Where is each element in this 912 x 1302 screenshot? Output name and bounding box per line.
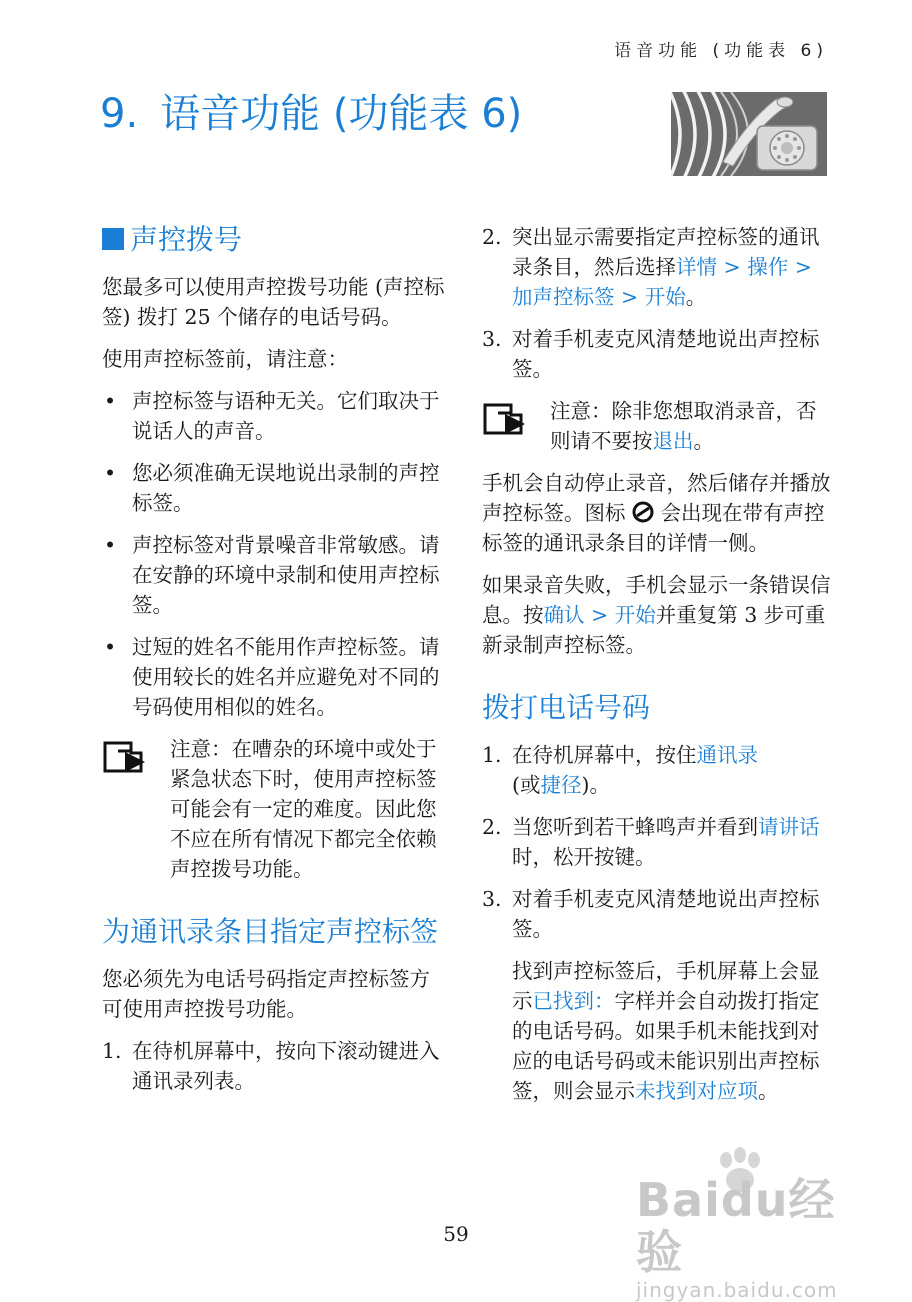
step-text: 突出显示需要指定声控标签的通讯录条目，然后选择 [512, 225, 820, 279]
screen-text-speak-now: 请讲话 [758, 815, 820, 839]
paragraph-text: 找到声控标签后，手机屏幕上会显示 [512, 959, 820, 1013]
note-block [102, 734, 450, 884]
list-item [102, 1036, 450, 1096]
section-heading-voice-dialing [102, 222, 450, 258]
step-text: 时，松开按键。 [512, 845, 656, 869]
menu-separator: > [584, 603, 615, 627]
list-item-text: 您必须准确无误地说出录制的声控标签。 [132, 461, 440, 515]
screen-text-no-match: 未找到对应项 [635, 1079, 758, 1103]
watermark-url: jingyan.baidu.com [636, 1278, 838, 1302]
punctuation: 。 [685, 285, 707, 309]
voice-tag-icon [632, 501, 654, 523]
note-icon [102, 740, 146, 774]
list-item-text: 声控标签与语种无关。它们取决于说话人的声音。 [132, 389, 440, 443]
note-text: 在嘈杂的环境中或处于紧急状态下时，使用声控标签可能会有一定的难度。因此您不应在所有情况下都完全依赖声控拨号功能。 [170, 737, 437, 881]
step-number: 2. [482, 815, 502, 839]
square-bullet-icon [102, 228, 124, 250]
right-column [482, 222, 834, 1118]
list-item [482, 740, 834, 800]
screen-text-found: 已找到： [532, 989, 615, 1013]
running-header: 语音功能 (功能表 6) [614, 41, 828, 61]
page-number: 59 [443, 1222, 469, 1246]
chapter-title [100, 82, 522, 139]
chapter-title-text: 语音功能 (功能表 6) [160, 91, 523, 137]
list-item [482, 812, 834, 872]
list-item [102, 386, 450, 446]
key-name: 向下滚动键 [296, 1039, 399, 1063]
step-number: 3. [482, 887, 502, 911]
step-number: 3. [482, 327, 502, 351]
watermark-logo: Baidu经验 [636, 1173, 836, 1279]
step-text: 在待机屏幕中，按住 [512, 743, 697, 767]
step-text: 对着手机麦克风清楚地说出声控标签。 [512, 327, 820, 381]
bullet-icon: • [104, 389, 117, 413]
list-item [102, 458, 450, 518]
step-text: 对着手机麦克风清楚地说出声控标签。 [512, 887, 820, 941]
menu-link-options[interactable]: 操作 [747, 255, 789, 279]
menu-link-details[interactable]: 详情 [676, 255, 717, 279]
bullet-icon: • [104, 461, 117, 485]
numbered-list [482, 740, 834, 944]
menu-link-start[interactable]: 开始 [614, 603, 656, 627]
paragraph-text: 字样并会自动拨打指定的电话号码。如果手机未能找到对应的电话号码或未能识别出声控标签，则会显示 [512, 989, 820, 1103]
section-heading-assign-voice-tag: 为通讯录条目指定声控标签 [102, 915, 439, 948]
list-item [482, 222, 834, 312]
menu-link-add-voice-tag[interactable]: 加声控标签 [512, 285, 615, 309]
punctuation: 。 [693, 429, 714, 453]
paragraph-text: 会出现在带有声控标签的通讯录条目的详情一侧。 [482, 501, 825, 555]
section-heading-make-call: 拨打电话号码 [482, 691, 651, 724]
punctuation: 。 [758, 1079, 779, 1103]
paragraph: 您最多可以使用声控拨号功能 (声控标签) 拨打 25 个储存的电话号码。 [102, 275, 445, 329]
numbered-list [482, 222, 834, 384]
menu-link-start[interactable]: 开始 [644, 285, 686, 309]
paragraph [482, 956, 834, 1106]
chapter-number: 9. [100, 91, 139, 137]
step-text: 进入通讯录列表。 [132, 1039, 440, 1093]
menu-link-shortcuts[interactable]: 捷径 [540, 773, 582, 797]
note-block [482, 396, 834, 456]
menu-separator: > [788, 255, 812, 279]
paragraph [482, 570, 834, 660]
list-item [482, 884, 834, 944]
note-text: 除非您想取消录音，否则请不要按 [550, 399, 817, 453]
step-number: 2. [482, 225, 502, 249]
step-text: (或 [512, 773, 541, 797]
step-text: 当您听到若干蜂鸣声并看到 [512, 815, 758, 839]
section-heading-text: 声控拨号 [130, 223, 243, 256]
list-item-text: 过短的姓名不能用作声控标签。请使用较长的姓名并应避免对不同的号码使用相似的姓名。 [132, 635, 440, 719]
paragraph: 使用声控标签前，请注意： [102, 347, 348, 371]
paragraph: 您必须先为电话号码指定声控标签方可使用声控拨号功能。 [102, 967, 430, 1021]
list-item [102, 530, 450, 620]
paragraph-text: 并重复第 3 步可重新录制声控标签。 [482, 603, 826, 657]
paragraph [482, 468, 834, 558]
phone-voice-icon [671, 92, 827, 176]
step-number: 1. [482, 743, 502, 767]
step-text: 在待机屏幕中，按 [132, 1039, 296, 1063]
numbered-list [102, 1036, 450, 1096]
menu-link-ok[interactable]: 确认 [543, 603, 585, 627]
left-column [102, 222, 450, 1108]
bullet-icon: • [104, 635, 117, 659]
paragraph-text: 如果录音失败，手机会显示一条错误信息。按 [482, 573, 831, 627]
bullet-icon: • [104, 533, 117, 557]
menu-separator: > [614, 285, 645, 309]
note-label: 注意： [550, 399, 612, 423]
list-item [102, 632, 450, 722]
note-icon [482, 402, 526, 436]
paragraph-text: 手机会自动停止录音，然后储存并播放声控标签。图标 [482, 471, 831, 525]
bullet-list [102, 386, 450, 722]
list-item [482, 324, 834, 384]
step-text: )。 [581, 773, 610, 797]
note-label: 注意： [170, 737, 232, 761]
menu-separator: > [717, 255, 748, 279]
menu-link-exit[interactable]: 退出 [652, 429, 694, 453]
list-item-text: 声控标签对背景噪音非常敏感。请在安静的环境中录制和使用声控标签。 [132, 533, 440, 617]
step-number: 1. [102, 1039, 122, 1063]
menu-link-contacts[interactable]: 通讯录 [696, 743, 758, 767]
